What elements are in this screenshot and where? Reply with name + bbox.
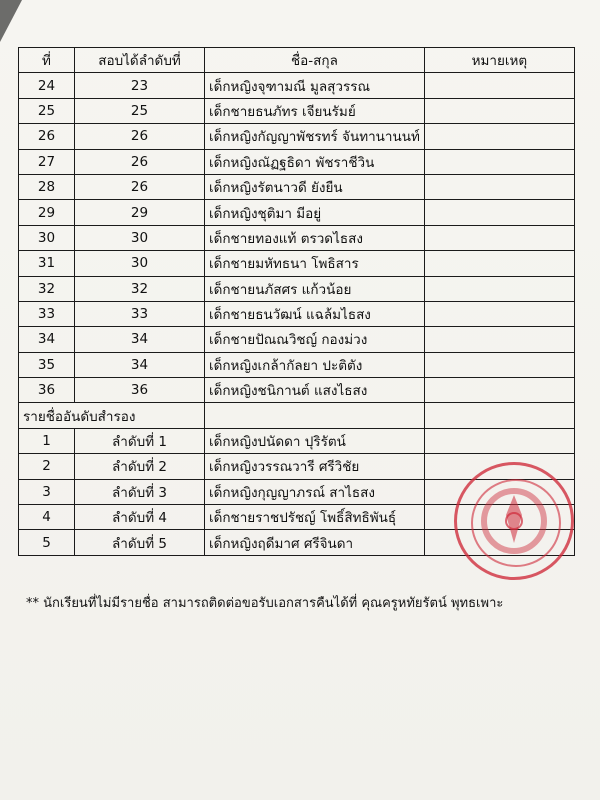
cell-rank: ลำดับที่ 3 xyxy=(75,479,205,504)
cell-note xyxy=(424,73,574,98)
cell-no: 33 xyxy=(19,301,75,326)
cell-no: 24 xyxy=(19,73,75,98)
cell-name: เด็กหญิงชนิกานต์ แสงไธสง xyxy=(205,378,425,403)
cell-rank: 26 xyxy=(75,149,205,174)
cell-name: เด็กหญิงรัตนาวดี ยังยืน xyxy=(205,174,425,199)
cell-note xyxy=(424,428,574,453)
cell-note xyxy=(424,174,574,199)
cell-rank: ลำดับที่ 2 xyxy=(75,454,205,479)
table-row xyxy=(19,251,575,276)
header-no: ที่ xyxy=(19,48,75,73)
table-row xyxy=(19,149,575,174)
reserve-header-empty-note xyxy=(424,403,574,428)
cell-note xyxy=(424,301,574,326)
cell-no: 28 xyxy=(19,174,75,199)
table-row xyxy=(19,200,575,225)
reserve-header-row xyxy=(19,403,575,428)
cell-no: 4 xyxy=(19,505,75,530)
table-row xyxy=(19,276,575,301)
cell-name: เด็กหญิงณัฏฐธิดา พัชราชีวิน xyxy=(205,149,425,174)
cell-no: 25 xyxy=(19,98,75,123)
table-header-row xyxy=(19,48,575,73)
header-name: ชื่อ-สกุล xyxy=(205,48,425,73)
cell-note xyxy=(424,251,574,276)
cell-name: เด็กหญิงวรรณวารี ศรีวิชัย xyxy=(205,454,425,479)
cell-rank: 30 xyxy=(75,225,205,250)
cell-note xyxy=(424,98,574,123)
cell-no: 32 xyxy=(19,276,75,301)
footnote: ** นักเรียนที่ไม่มีรายชื่อ สามารถติดต่อขอรับเอกสารคืนได้ที่ คุณครูหทัยรัตน์ พุทธเพาะ xyxy=(26,596,504,611)
cell-note xyxy=(424,124,574,149)
table-row xyxy=(19,225,575,250)
cell-no: 35 xyxy=(19,352,75,377)
cell-note xyxy=(424,327,574,352)
table-row xyxy=(19,174,575,199)
table-row xyxy=(19,327,575,352)
cell-rank: ลำดับที่ 5 xyxy=(75,530,205,555)
cell-rank: 34 xyxy=(75,352,205,377)
cell-name: เด็กหญิงกุญญาภรณ์ สาไธสง xyxy=(205,479,425,504)
cell-rank: ลำดับที่ 1 xyxy=(75,428,205,453)
header-rank: สอบได้ลำดับที่ xyxy=(75,48,205,73)
cell-rank: 26 xyxy=(75,174,205,199)
cell-note xyxy=(424,352,574,377)
table-row xyxy=(19,73,575,98)
table-row xyxy=(19,301,575,326)
cell-rank: ลำดับที่ 4 xyxy=(75,505,205,530)
cell-note xyxy=(424,200,574,225)
cell-no: 29 xyxy=(19,200,75,225)
cell-no: 5 xyxy=(19,530,75,555)
cell-name: เด็กหญิงชุติมา มีอยู่ xyxy=(205,200,425,225)
cell-rank: 30 xyxy=(75,251,205,276)
cell-no: 3 xyxy=(19,479,75,504)
table-row xyxy=(19,428,575,453)
cell-rank: 32 xyxy=(75,276,205,301)
reserve-section xyxy=(19,403,575,428)
reserve-header: รายชื่ออันดับสำรอง xyxy=(19,403,205,428)
cell-name: เด็กหญิงปนัดดา ปุริรัตน์ xyxy=(205,428,425,453)
main-rows xyxy=(19,73,575,403)
cell-rank: 25 xyxy=(75,98,205,123)
cell-no: 30 xyxy=(19,225,75,250)
cell-no: 26 xyxy=(19,124,75,149)
cell-rank: 33 xyxy=(75,301,205,326)
cell-name: เด็กหญิงจุฑามณี มูลสุวรรณ xyxy=(205,73,425,98)
cell-name: เด็กหญิงเกล้ากัลยา ปะติตัง xyxy=(205,352,425,377)
cell-rank: 26 xyxy=(75,124,205,149)
table-row xyxy=(19,352,575,377)
cell-no: 34 xyxy=(19,327,75,352)
cell-no: 31 xyxy=(19,251,75,276)
cell-name: เด็กชายธนภัทร เจียนรัมย์ xyxy=(205,98,425,123)
page-corner-shadow xyxy=(0,0,22,42)
cell-note xyxy=(424,225,574,250)
table-row xyxy=(19,98,575,123)
cell-rank: 34 xyxy=(75,327,205,352)
cell-note xyxy=(424,149,574,174)
cell-name: เด็กหญิงฤดีมาศ ศรีจินดา xyxy=(205,530,425,555)
cell-name: เด็กชายปัณณวิชญ์ กองม่วง xyxy=(205,327,425,352)
reserve-header-empty-name xyxy=(205,403,425,428)
cell-no: 27 xyxy=(19,149,75,174)
cell-name: เด็กชายทองแท้ ตรวดไธสง xyxy=(205,225,425,250)
table-row xyxy=(19,124,575,149)
cell-no: 2 xyxy=(19,454,75,479)
school-seal-stamp xyxy=(454,462,574,580)
cell-note xyxy=(424,276,574,301)
cell-no: 1 xyxy=(19,428,75,453)
cell-note xyxy=(424,378,574,403)
table-row xyxy=(19,378,575,403)
cell-name: เด็กชายธนวัฒน์ แฉล้มไธสง xyxy=(205,301,425,326)
cell-name: เด็กชายนภัสศร แก้วน้อย xyxy=(205,276,425,301)
cell-name: เด็กหญิงกัญญาพัชรทร์ จันทานานนท์ xyxy=(205,124,425,149)
cell-name: เด็กชายมหัทธนา โพธิสาร xyxy=(205,251,425,276)
seal-emblem-icon xyxy=(457,465,571,577)
cell-rank: 36 xyxy=(75,378,205,403)
header-note: หมายเหตุ xyxy=(424,48,574,73)
cell-no: 36 xyxy=(19,378,75,403)
cell-rank: 23 xyxy=(75,73,205,98)
cell-name: เด็กชายราชปรัชญ์ โพธิ์สิทธิพันธุ์ xyxy=(205,505,425,530)
cell-rank: 29 xyxy=(75,200,205,225)
